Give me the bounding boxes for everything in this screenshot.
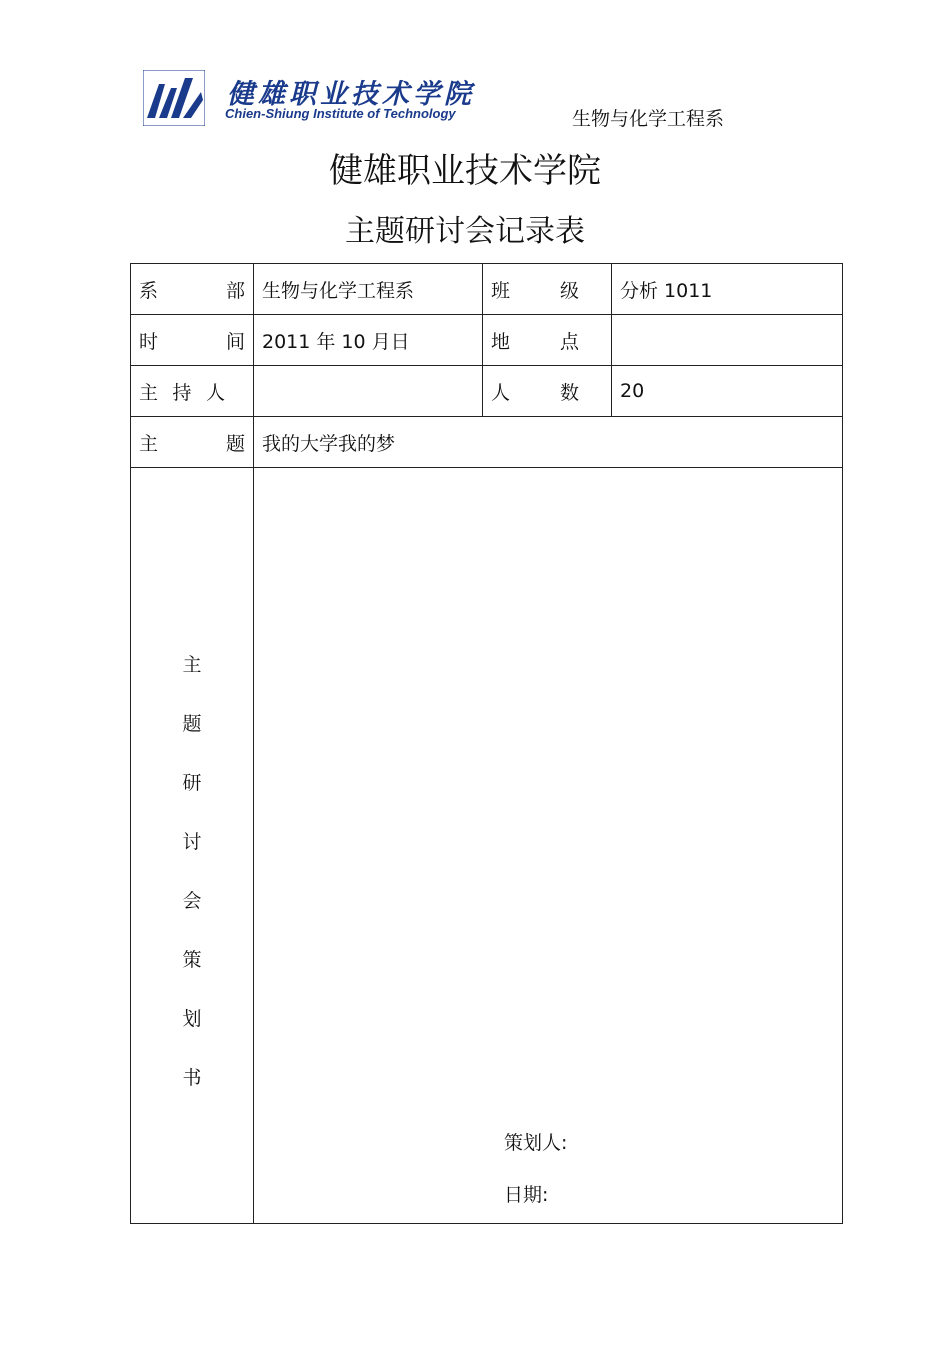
plan-label-char: 划 bbox=[182, 1008, 202, 1030]
school-emblem-icon bbox=[143, 70, 205, 126]
plan-content-area[interactable] bbox=[254, 468, 843, 1224]
host-label-cell bbox=[131, 366, 254, 417]
host-label-char: 人 bbox=[205, 381, 225, 404]
place-label-cell bbox=[483, 315, 612, 366]
plan-label-cell bbox=[131, 468, 254, 1224]
planner-label: 策划人: bbox=[504, 1132, 568, 1154]
count-label-cell bbox=[483, 366, 612, 417]
logo-chinese-name: 健雄职业技术学院 bbox=[227, 79, 475, 110]
topic-label-cell bbox=[131, 417, 254, 468]
class-label-char: 班 bbox=[491, 279, 511, 302]
plan-label-char: 书 bbox=[182, 1067, 202, 1089]
plan-label-char: 策 bbox=[182, 949, 202, 971]
time-value[interactable]: 2011 年 10 月日 bbox=[254, 315, 483, 366]
plan-label-char: 研 bbox=[182, 772, 202, 794]
count-label-char: 数 bbox=[559, 381, 579, 404]
place-value[interactable] bbox=[612, 315, 843, 366]
table-row bbox=[131, 366, 843, 417]
table-row bbox=[131, 315, 843, 366]
date-label: 日期: bbox=[504, 1184, 549, 1206]
topic-label-char: 题 bbox=[225, 432, 245, 455]
place-label-char: 点 bbox=[559, 330, 579, 353]
place-label-char: 地 bbox=[491, 330, 511, 353]
dept-label-char: 部 bbox=[225, 279, 245, 302]
logo-english-name: Chien-Shiung Institute of Technology bbox=[225, 106, 456, 121]
time-label-char: 间 bbox=[225, 330, 245, 353]
class-label-cell bbox=[483, 264, 612, 315]
topic-label-char: 主 bbox=[139, 432, 159, 455]
dept-value[interactable]: 生物与化学工程系 bbox=[254, 264, 483, 315]
header-department: 生物与化学工程系 bbox=[572, 108, 725, 130]
table-row bbox=[131, 417, 843, 468]
time-label-char: 时 bbox=[139, 330, 159, 353]
table-row bbox=[131, 264, 843, 315]
host-label-char: 持 bbox=[172, 381, 192, 404]
page-subtitle: 主题研讨会记录表 bbox=[345, 214, 585, 249]
dept-label-cell bbox=[131, 264, 254, 315]
topic-value[interactable]: 我的大学我的梦 bbox=[254, 417, 843, 468]
plan-label-char: 主 bbox=[182, 654, 202, 676]
plan-label-char: 会 bbox=[182, 890, 202, 912]
plan-label-char: 讨 bbox=[182, 831, 202, 853]
host-label-char: 主 bbox=[139, 381, 159, 404]
time-label-cell bbox=[131, 315, 254, 366]
class-label-char: 级 bbox=[559, 279, 579, 302]
school-logo bbox=[143, 70, 475, 128]
count-value[interactable]: 20 bbox=[612, 366, 843, 417]
host-value[interactable] bbox=[254, 366, 483, 417]
count-label-char: 人 bbox=[491, 381, 511, 404]
table-row bbox=[131, 468, 843, 1224]
page-title: 健雄职业技术学院 bbox=[329, 151, 601, 191]
record-form-table bbox=[130, 263, 843, 1224]
plan-label-char: 题 bbox=[182, 713, 202, 735]
class-value[interactable]: 分析 1011 bbox=[612, 264, 843, 315]
dept-label-char: 系 bbox=[139, 279, 159, 302]
